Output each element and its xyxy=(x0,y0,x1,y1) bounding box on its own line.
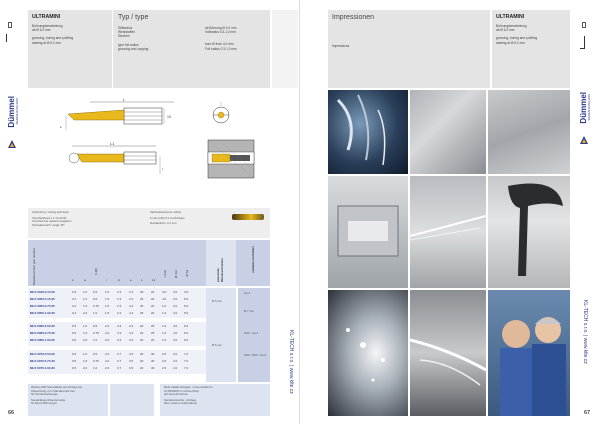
desc-line: Bohrungsbearbeitung xyxy=(32,24,63,28)
footer-line: für Sonderwerkzeuge. xyxy=(31,392,59,397)
col-header-part: Bestellnummer part number xyxy=(32,248,36,286)
table-cell: 4.0 xyxy=(173,359,178,363)
table-cell: 1.5 xyxy=(105,290,110,294)
table-cell: 4.4 xyxy=(129,304,134,308)
table-cell: 1.0 xyxy=(93,311,98,315)
table-cell: 25 xyxy=(151,331,155,335)
table-cell: 0.75 xyxy=(93,359,99,363)
impressions-title: Impressionen xyxy=(332,14,375,21)
table-cell: 1.5 xyxy=(105,297,110,301)
col-header-holder: passende Wendeschneider xyxy=(216,258,224,282)
table-cell: 1.0 xyxy=(162,331,167,335)
tool-side-drawing xyxy=(28,90,270,205)
typ-col1 xyxy=(118,26,188,51)
table-cell: 20 xyxy=(140,352,144,356)
table-cell: 0.5 xyxy=(72,331,77,335)
table-cell: 2.5 xyxy=(162,352,167,356)
table-cell: 1.0 xyxy=(93,366,98,370)
table-cell: 3.3 xyxy=(129,338,134,342)
part-number-cell: MLS 0070.0.75-30 xyxy=(30,359,55,363)
photo-coolant-spray xyxy=(410,176,486,288)
desc-line: ab Ø 6.2 mm xyxy=(496,28,515,33)
table-cell: 0.3 xyxy=(72,290,77,294)
table-cell: 1.0 xyxy=(83,324,88,328)
typ-line: bore Ø from 4.0 mm xyxy=(205,42,234,47)
table-cell: 20 xyxy=(140,366,144,370)
typ-line: Werkstoffen xyxy=(118,30,135,35)
typ-col2 xyxy=(205,26,269,51)
brand-sub: WERKZEUGTECHNIK xyxy=(16,98,19,125)
table-cell: 4.0 xyxy=(173,366,178,370)
table-cell: 1.0 xyxy=(162,304,167,308)
table-cell: 0.4 xyxy=(72,304,77,308)
part-number-cell: MLS 0050.0.15-25 xyxy=(30,297,55,301)
suitable-col xyxy=(238,288,270,382)
photo-grid xyxy=(328,90,570,416)
photo-coolant-splash xyxy=(328,290,408,416)
table-cell: 3.7 xyxy=(117,359,122,363)
footer-line: Abweichung vom Standard wie hier xyxy=(31,388,75,393)
typ-title xyxy=(118,14,148,21)
part-number-cell: MLS 0070.1.00-30 xyxy=(30,366,55,370)
footer-line: ULTRAMINI im Online-Shop xyxy=(164,388,199,393)
photo-insert-closeup xyxy=(328,176,408,288)
footer-left-text xyxy=(31,386,107,406)
suitable-header xyxy=(238,240,270,286)
table-cell: 2.0 xyxy=(105,338,110,342)
table-cell: 0.5 xyxy=(93,352,98,356)
table-cell: 4.0 xyxy=(162,297,167,301)
brand-emblem-icon xyxy=(580,136,588,144)
note-line: Vorschub bei weiteren Angaben xyxy=(32,219,72,224)
brand-name: Dümmel xyxy=(579,92,588,124)
part-number-cell: MLS 0060.0.50-25 xyxy=(30,324,55,328)
table-cell: 0.5 xyxy=(72,366,77,370)
table-cell: 20 xyxy=(151,304,155,308)
col-header-r: r xyxy=(106,278,107,282)
table-cell: 6.0 xyxy=(184,324,189,328)
table-cell: 2.3 xyxy=(117,311,122,315)
table-cell: 4.0 xyxy=(173,297,178,301)
table-cell: 2.0 xyxy=(83,311,88,315)
right-brand-logo xyxy=(576,92,596,152)
brand-name: Dümmel xyxy=(7,96,16,128)
photo-steel-surface xyxy=(488,90,570,174)
table-cell: 2.0 xyxy=(105,359,110,363)
table-cell: 30 xyxy=(151,352,155,356)
desc-line: starting at Ø 6.2 mm xyxy=(32,40,61,45)
footer-line: Mehr details anfragen / more details for xyxy=(164,385,213,389)
typ-line: Full radius 0.3-1.0 mm xyxy=(205,46,237,51)
table-body xyxy=(28,288,206,382)
left-spine-footer xyxy=(288,330,294,394)
table-cell: 4.0 xyxy=(162,290,167,294)
typ-line: ab Bohrung Ø 4.0 mm xyxy=(205,26,237,30)
part-number-cell: MLS 0060.1.00-25 xyxy=(30,338,55,342)
svg-text:e: e xyxy=(60,125,62,129)
holder-group-1: Ø 5 mm xyxy=(212,299,222,303)
table-cell: 7.0 xyxy=(184,359,189,363)
right-page-number: 67 xyxy=(584,410,591,416)
table-cell: 5.0 xyxy=(184,304,189,308)
table-cell: 3.5 xyxy=(129,366,134,370)
footer-line: Sonderlängen/Sondermaße xyxy=(31,397,66,402)
table-cell: 0.5 xyxy=(72,359,77,363)
table-cell: 4.0 xyxy=(173,352,178,356)
table-cell: 4.0 xyxy=(173,324,178,328)
product-title: ULTRAMINI xyxy=(32,14,61,20)
left-brand-logo xyxy=(4,96,24,156)
table-cell: 4.0 xyxy=(173,331,178,335)
photo-steel-block xyxy=(410,90,486,174)
table-cell: 2.3 xyxy=(117,297,122,301)
table-cell: 7.0 xyxy=(184,366,189,370)
photo-machine-spray xyxy=(410,290,486,416)
table-cell: 2.3 xyxy=(129,297,134,301)
spine-text: KL-TECH s.r.o. | www.klte.cz xyxy=(288,330,294,394)
col-header-suitable: suitable toolholder xyxy=(251,246,255,273)
footer-line: Sonderwünsche - Anfrage xyxy=(164,397,197,402)
desc-line: grooving, boring and profiling xyxy=(496,36,538,41)
table-cell: 0.5 xyxy=(93,324,98,328)
typ-line: Stechen xyxy=(118,34,130,39)
table-cell: 4.0 xyxy=(173,304,178,308)
part-number-cell: MLS 0050.0.75-25 xyxy=(30,304,55,308)
table-cell: 20 xyxy=(140,331,144,335)
table-cell: 2.3 xyxy=(117,290,122,294)
notes-right xyxy=(150,211,230,226)
table-cell: 1.0 xyxy=(83,352,88,356)
left-edge-marks xyxy=(6,22,14,42)
table-cell: 3.7 xyxy=(117,366,122,370)
impressions-sub: Impressions xyxy=(332,44,350,48)
table-cell: 0.5 xyxy=(72,324,77,328)
table-cell: 0.75 xyxy=(93,331,99,335)
note-line: b max (t/W) 0.1 mm/b/sharp xyxy=(150,215,185,220)
table-cell: 30 xyxy=(151,366,155,370)
left-header-desc xyxy=(32,24,102,45)
table-cell: 4.0 xyxy=(173,290,178,294)
table-cell: 3.5 xyxy=(129,352,134,356)
table-cell: 4.0 xyxy=(173,338,178,342)
svg-text:L1: L1 xyxy=(110,141,115,146)
table-cell: 25 xyxy=(151,338,155,342)
table-cell: 2.5 xyxy=(162,366,167,370)
table-cell: 20 xyxy=(140,359,144,363)
footer-right-text xyxy=(164,386,264,406)
table-rows xyxy=(28,288,206,382)
typ-line: grooving and copying xyxy=(118,46,149,51)
notes-left xyxy=(32,211,112,227)
desc-line: starting at Ø 6.2 mm xyxy=(496,40,525,45)
table-cell: 3.3 xyxy=(129,324,134,328)
note-line: Rundlaufsch. 0.1 mm xyxy=(150,221,177,226)
table-cell: 1.0 xyxy=(162,324,167,328)
photo-t-handle-tool xyxy=(488,176,570,288)
left-page-number: 66 xyxy=(8,410,15,416)
footer-line: auf www.dmmel.de xyxy=(164,392,188,397)
col-header-dmin: Ø min xyxy=(174,270,178,279)
footer-mid-box xyxy=(110,384,154,416)
col-header-d: d xyxy=(118,278,120,282)
left-header-title xyxy=(32,14,60,20)
table-cell: 0.75 xyxy=(93,304,99,308)
table-cell: 0.5 xyxy=(72,352,77,356)
footer-line: über unseren Außendienst xyxy=(164,401,197,406)
typ-line: Vollradius 0.3-1.0 mm xyxy=(205,30,236,35)
table-cell: 20 xyxy=(151,297,155,301)
right-spine-footer xyxy=(582,300,588,364)
table-cell: 4.0 xyxy=(184,290,189,294)
right-header-desc xyxy=(496,24,568,45)
desc-line: grooving, boring and profiling xyxy=(32,36,74,41)
col-header-L: L xyxy=(141,278,143,282)
tool-drawing-area xyxy=(28,90,270,205)
table-cell: 1.0 xyxy=(83,297,88,301)
desc-line: ab Ø 6.2 mm xyxy=(32,28,51,33)
brand-sub: WERKZEUGTECHNIK xyxy=(588,94,591,121)
product-title-right: ULTRAMINI xyxy=(496,14,525,20)
photo-engineers xyxy=(488,290,570,416)
table-cell: 3.3 xyxy=(117,338,122,342)
footer-line: Weitere MW Schneidteile auf Anfrage bei xyxy=(31,385,82,389)
suitable-group-2: SHV / via 4 xyxy=(244,331,258,335)
part-number-cell: MLS 0040.0.10-20 xyxy=(30,290,55,294)
table-cell: 20 xyxy=(151,290,155,294)
table-cell: 2.0 xyxy=(83,366,88,370)
spine-text: KL-TECH s.r.o. | www.klte.cz xyxy=(582,300,588,364)
typ-line: type full radius xyxy=(118,42,139,47)
table-cell: 2.0 xyxy=(105,324,110,328)
table-cell: 2.0 xyxy=(105,366,110,370)
table-cell: 1.5 xyxy=(105,304,110,308)
col-header-b: b (Ø) xyxy=(94,268,98,275)
table-cell: 1.5 xyxy=(105,311,110,315)
suitable-group-3: SHV / SHV / via 6 xyxy=(244,353,267,357)
holder-group-3: Ø 6 mm xyxy=(212,343,222,347)
table-cell: 3.3 xyxy=(117,331,122,335)
table-cell: 0.5 xyxy=(93,297,98,301)
typ-spacer xyxy=(205,34,269,42)
table-cell: 2.3 xyxy=(117,304,122,308)
table-cell: 30 xyxy=(140,290,144,294)
col-header-tmax: t max xyxy=(163,270,167,278)
typ-line: Stiftradius xyxy=(118,26,133,30)
svg-text:t: t xyxy=(162,167,163,171)
note-line: Vorschub/feed ≥ 1 mm/0.05 xyxy=(32,215,67,220)
note-line: Spitzradius/corner radius xyxy=(150,210,181,214)
table-cell: 2.0 xyxy=(83,338,88,342)
table-cell: 1.0 xyxy=(83,290,88,294)
left-brand-strip xyxy=(272,10,298,88)
col-header-dhd: Ø hd xyxy=(185,270,189,277)
holder-header xyxy=(206,240,236,286)
table-cell: 30 xyxy=(151,359,155,363)
col-header-s: s xyxy=(72,278,74,282)
right-page xyxy=(300,0,600,424)
note-line: Anbindung / cutting technique xyxy=(32,210,69,214)
table-cell: 0.4 xyxy=(72,297,77,301)
table-cell: 25 xyxy=(151,324,155,328)
right-edge-marks xyxy=(578,22,588,56)
table-cell: 0.5 xyxy=(72,338,77,342)
table-cell: 3.3 xyxy=(129,331,134,335)
col-header-e: e xyxy=(130,278,132,282)
table-cell: 0.5 xyxy=(93,290,98,294)
table-cell: 3.3 xyxy=(117,324,122,328)
table-cell: 1.5 xyxy=(83,359,88,363)
table-cell: 3.5 xyxy=(129,359,134,363)
table-cell: 1.0 xyxy=(162,311,167,315)
insert-photo xyxy=(232,214,264,220)
table-cell: 2.0 xyxy=(105,352,110,356)
brand-emblem-icon xyxy=(8,140,16,148)
table-cell: 20 xyxy=(140,338,144,342)
table-cell: 5.0 xyxy=(184,311,189,315)
table-cell: 4.4 xyxy=(129,311,134,315)
table-cell: 1.0 xyxy=(162,338,167,342)
holder-col xyxy=(206,288,236,382)
suitable-group-1: via 4 xyxy=(244,291,250,295)
right-header-block xyxy=(492,10,570,88)
part-number-cell: MLS 0060.0.75-25 xyxy=(30,331,55,335)
header-divider xyxy=(112,10,113,88)
holder-group-2: Ø 7 mm xyxy=(244,309,254,313)
table-cell: 1.5 xyxy=(83,304,88,308)
footer-line: für kleine Bohrungen xyxy=(31,401,57,406)
table-cell: 1.5 xyxy=(83,331,88,335)
table-cell: 2.5 xyxy=(162,359,167,363)
right-header-title xyxy=(496,14,524,20)
col-header-a: a xyxy=(84,278,86,282)
table-cell: 4.0 xyxy=(173,311,178,315)
impressions-header xyxy=(328,10,490,88)
svg-text:10: 10 xyxy=(167,115,171,119)
desc-line: Bohrungsbearbeitung xyxy=(496,24,527,28)
table-cell: 2.0 xyxy=(105,331,110,335)
note-line: Schneide/nach / angle 45° xyxy=(32,222,65,227)
table-cell: 6.0 xyxy=(184,331,189,335)
col-header-L1: L1 xyxy=(152,278,156,282)
table-cell: 5.0 xyxy=(184,297,189,301)
table-cell: 20 xyxy=(140,324,144,328)
table-cell: 25 xyxy=(140,297,144,301)
table-cell: 0.4 xyxy=(72,311,77,315)
table-cell: 25 xyxy=(140,304,144,308)
table-cell: 6.0 xyxy=(184,338,189,342)
part-number-cell: MLS 0050.1.00-25 xyxy=(30,311,55,315)
photo-machining-coolant xyxy=(328,90,408,174)
table-cell: 1.0 xyxy=(93,338,98,342)
table-cell: 3.7 xyxy=(117,352,122,356)
part-number-cell: MLS 0070.0.50-30 xyxy=(30,352,55,356)
table-cell: 20 xyxy=(151,311,155,315)
table-cell: 25 xyxy=(140,311,144,315)
table-cell: 2.3 xyxy=(129,290,134,294)
typ-title-text: Typ / type xyxy=(118,14,149,21)
table-cell: 7.0 xyxy=(184,352,189,356)
svg-text:L: L xyxy=(123,97,126,102)
